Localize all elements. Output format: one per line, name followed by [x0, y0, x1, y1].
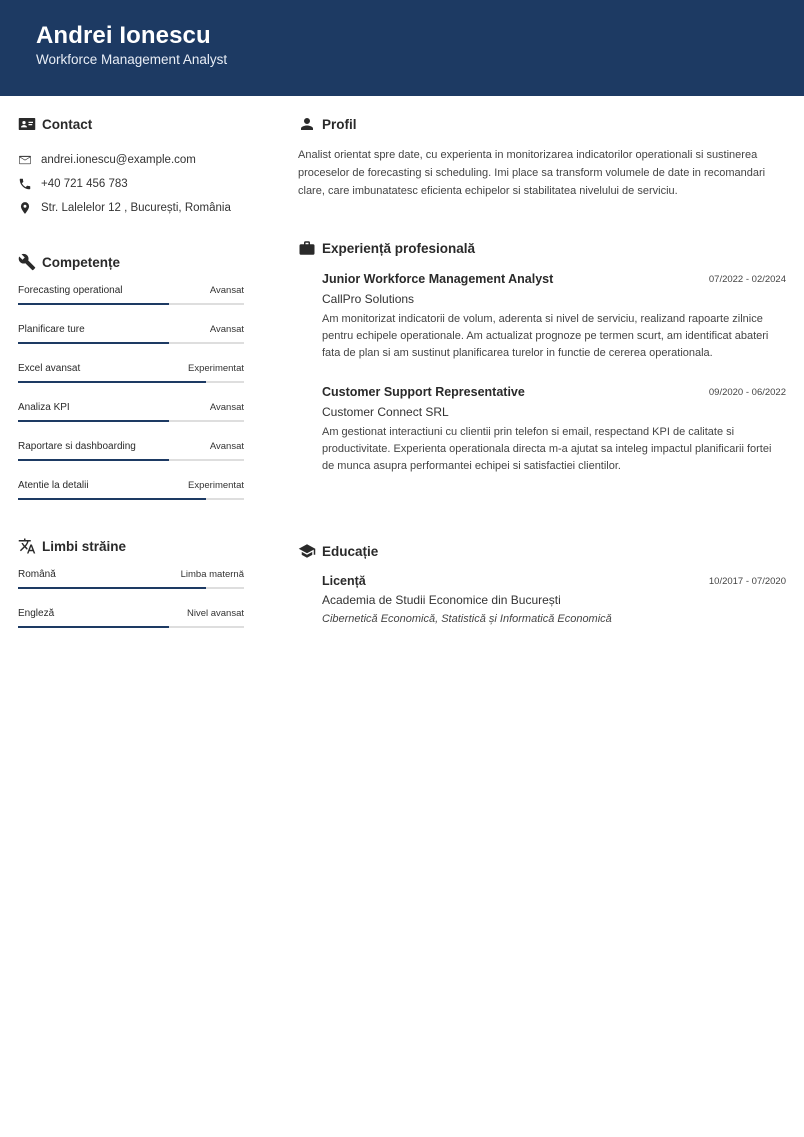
skill-bar-fill: [18, 459, 169, 461]
languages-heading: [18, 534, 244, 558]
languages-section: [18, 534, 244, 640]
language-bar: [18, 626, 244, 628]
contact-address-row: [18, 196, 244, 220]
skill-bar-fill: [18, 381, 206, 383]
languages-title: Limbi străine: [42, 538, 127, 554]
profile-summary: Analist orientat spre date, cu experienta in monitorizarea indicatorilor operationali si sustinerea proceselor de forecasting si scheduling. Imi place sa transform volumele de date in recomandari clare, care imbunatatesc eficienta echipelor si stabilitatea nivelului de serviciu.: [298, 149, 766, 197]
skill-item: [18, 317, 244, 356]
education-entry: [322, 574, 786, 625]
contact-section: [18, 112, 244, 220]
education-dates: 10/2017 - 07/2020: [708, 576, 786, 587]
experience-section: [298, 236, 786, 475]
candidate-name: Andrei Ionescu: [36, 22, 211, 49]
language-label: Engleză: [18, 608, 55, 619]
contact-heading: [18, 112, 244, 136]
contact-address: Str. Lalelelor 12 , București, România: [41, 202, 231, 214]
education-degree: Licență: [322, 574, 366, 588]
person-icon: [298, 115, 316, 133]
skill-item: [18, 434, 244, 473]
education-field: Cibernetică Economică, Statistică și Informatică Economică: [322, 613, 612, 625]
profile-title: Profil: [322, 116, 357, 132]
location-pin-icon: [18, 201, 32, 215]
job-entry: [322, 272, 786, 362]
job-entry: [322, 385, 786, 475]
profile-section: [298, 112, 786, 200]
skill-bar: [18, 342, 244, 344]
skill-level: Experimentat: [188, 480, 244, 491]
briefcase-icon: [298, 239, 316, 257]
skill-bar: [18, 381, 244, 383]
skills-list: [18, 278, 244, 512]
contact-title: Contact: [42, 116, 93, 132]
education-heading: [298, 539, 786, 563]
language-level: Limba maternă: [180, 569, 244, 580]
skill-bar: [18, 459, 244, 461]
contact-phone-row[interactable]: [18, 172, 244, 196]
skill-label: Atentie la detalii: [18, 480, 89, 491]
skill-bar-fill: [18, 498, 206, 500]
job-company: CallPro Solutions: [322, 292, 415, 306]
skill-item: [18, 395, 244, 434]
job-dates: 09/2020 - 06/2022: [708, 387, 786, 398]
skill-label: Forecasting operational: [18, 285, 123, 296]
email-icon: [18, 153, 32, 167]
experience-title: Experiență profesională: [322, 240, 476, 256]
skill-level: Avansat: [209, 441, 244, 452]
left-column: [18, 112, 244, 640]
profile-heading: [298, 112, 786, 136]
phone-icon: [18, 177, 32, 191]
skills-section: [18, 250, 244, 512]
contact-email: andrei.ionescu@example.com: [41, 154, 196, 166]
job-title: Customer Support Representative: [322, 385, 525, 399]
skill-item: [18, 473, 244, 512]
right-column: [298, 112, 786, 625]
skill-label: Analiza KPI: [18, 402, 70, 413]
skill-level: Avansat: [209, 285, 244, 296]
job-description: Am gestionat interactiuni cu clientii prin telefon si email, respectand KPI de calitate si productivitate. Experienta operationala directa m-a ajutat sa inteleg impactul planificarii fortei de munca asupra performantei echipei si satisfactiei clientilor.: [322, 426, 772, 472]
language-bar-fill: [18, 626, 169, 628]
resume-header: [0, 0, 804, 96]
education-section: [298, 539, 786, 625]
skill-label: Raportare si dashboarding: [18, 441, 136, 452]
skill-bar: [18, 420, 244, 422]
skill-bar-fill: [18, 303, 169, 305]
job-company: Customer Connect SRL: [322, 405, 449, 419]
skill-item: [18, 356, 244, 395]
wrench-icon: [18, 253, 36, 271]
experience-heading: [298, 236, 786, 260]
education-title: Educație: [322, 543, 379, 559]
language-bar: [18, 587, 244, 589]
skill-label: Excel avansat: [18, 363, 81, 374]
skill-level: Avansat: [209, 324, 244, 335]
translate-icon: [18, 537, 36, 555]
skill-bar-fill: [18, 342, 169, 344]
skills-title: Competențe: [42, 254, 121, 270]
contact-phone: +40 721 456 783: [41, 178, 128, 190]
language-label: Română: [18, 569, 56, 580]
language-bar-fill: [18, 587, 206, 589]
language-item: [18, 562, 244, 601]
language-level: Nivel avansat: [186, 608, 244, 619]
skill-bar: [18, 498, 244, 500]
skill-label: Planificare ture: [18, 324, 85, 335]
language-item: [18, 601, 244, 640]
skill-level: Experimentat: [188, 363, 244, 374]
job-description: Am monitorizat indicatorii de volum, aderenta si nivel de serviciu, realizand rapoarte zilnice pentru echipele operationale. Am actualizat prognoze pe termen scurt, am identificat abateri fata de plan si am sustinut planificarea turelor in functie de cererea operationala.: [322, 313, 769, 359]
skill-bar-fill: [18, 420, 169, 422]
contact-card-icon: [18, 115, 36, 133]
languages-list: [18, 562, 244, 640]
contact-email-row[interactable]: [18, 148, 244, 172]
skill-bar: [18, 303, 244, 305]
job-dates: 07/2022 - 02/2024: [708, 274, 786, 285]
education-institution: Academia de Studii Economice din București: [322, 593, 561, 607]
candidate-role: Workforce Management Analyst: [36, 52, 228, 67]
skill-level: Avansat: [209, 402, 244, 413]
skills-heading: [18, 250, 244, 274]
job-title: Junior Workforce Management Analyst: [322, 272, 554, 286]
graduation-cap-icon: [298, 542, 316, 560]
skill-item: [18, 278, 244, 317]
